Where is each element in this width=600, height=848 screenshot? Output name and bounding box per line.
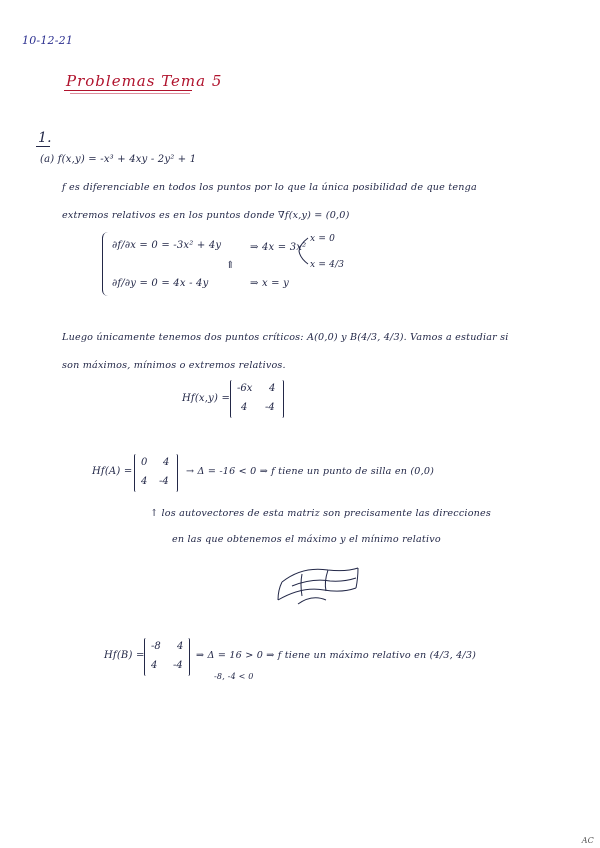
- title-underline: [64, 90, 192, 91]
- hessian-general-cell: 4: [241, 402, 248, 413]
- branch-mark: [296, 236, 310, 266]
- hessian-A-cell: 0: [141, 457, 148, 468]
- title-underline-secondary: [70, 93, 190, 94]
- hessian-general-cell: 4: [269, 383, 276, 394]
- intro-line-2: extremos relativos es en los puntos donde ∇f(x,y) = (0,0): [62, 210, 350, 221]
- hessian-general-label: Hf(x,y) =: [182, 393, 231, 404]
- critical-points-line-2: son máximos, mínimos o extremos relativos.: [62, 360, 286, 371]
- hessian-general-matrix: [230, 380, 284, 418]
- hessian-B-matrix: [144, 638, 190, 676]
- system-result-2: ⇒ x = y: [250, 278, 289, 289]
- hessian-B-cell: -8: [151, 641, 161, 652]
- hessian-A-cell: 4: [141, 476, 148, 487]
- hessian-B-cell: -4: [173, 660, 183, 671]
- hessian-B-cell: 4: [177, 641, 184, 652]
- equation-partial-y: ∂f/∂y = 0 = 4x - 4y: [112, 278, 209, 289]
- system-implication-arrow: ⇑: [226, 260, 235, 271]
- hessian-A-label: Hf(A) =: [92, 466, 133, 477]
- eigenvector-note-line-1: ↑ los autovectores de esta matriz son precisamente las direcciones: [150, 508, 492, 519]
- date: 10-12-21: [22, 34, 74, 47]
- eigenvector-note-line-2: en las que obtenemos el máximo y el mínimo relativo: [172, 534, 441, 545]
- hessian-A-cell: 4: [163, 457, 170, 468]
- system-brace: [102, 232, 109, 296]
- hessian-A-conclusion: → Δ = -16 < 0 ⇒ f tiene un punto de silla en (0,0): [186, 466, 435, 477]
- hessian-A-matrix: [134, 454, 178, 492]
- critical-points-line-1: Luego únicamente tenemos dos puntos críticos: A(0,0) y B(4/3, 4/3). Vamos a estudiar si: [62, 332, 509, 343]
- part-a-function: (a) f(x,y) = -x³ + 4xy - 2y² + 1: [40, 154, 197, 165]
- equation-partial-x: ∂f/∂x = 0 = -3x² + 4y: [112, 240, 222, 251]
- page-mark: AC: [581, 836, 594, 845]
- hessian-A-cell: -4: [159, 476, 169, 487]
- problem-number: 1.: [38, 130, 52, 146]
- hessian-general-cell: -4: [265, 402, 275, 413]
- page-title: Problemas Tema 5: [66, 72, 223, 90]
- hessian-B-cell: 4: [151, 660, 158, 671]
- saddle-surface-sketch: [272, 560, 364, 610]
- hessian-B-conclusion: ⇒ Δ = 16 > 0 ⇒ f tiene un máximo relativo en (4/3, 4/3): [196, 650, 477, 661]
- solution-x-4-3: x = 4/3: [310, 260, 345, 270]
- hessian-B-subnote: -8, -4 < 0: [214, 672, 254, 681]
- solution-x-0: x = 0: [310, 234, 336, 244]
- problem-number-underline: [36, 146, 50, 147]
- system-result-1: ⇒ 4x = 3x²: [250, 242, 307, 253]
- intro-line-1: f es diferenciable en todos los puntos por lo que la única posibilidad de que tenga: [62, 182, 477, 193]
- hessian-general-cell: -6x: [237, 383, 253, 394]
- hessian-B-label: Hf(B) =: [104, 650, 145, 661]
